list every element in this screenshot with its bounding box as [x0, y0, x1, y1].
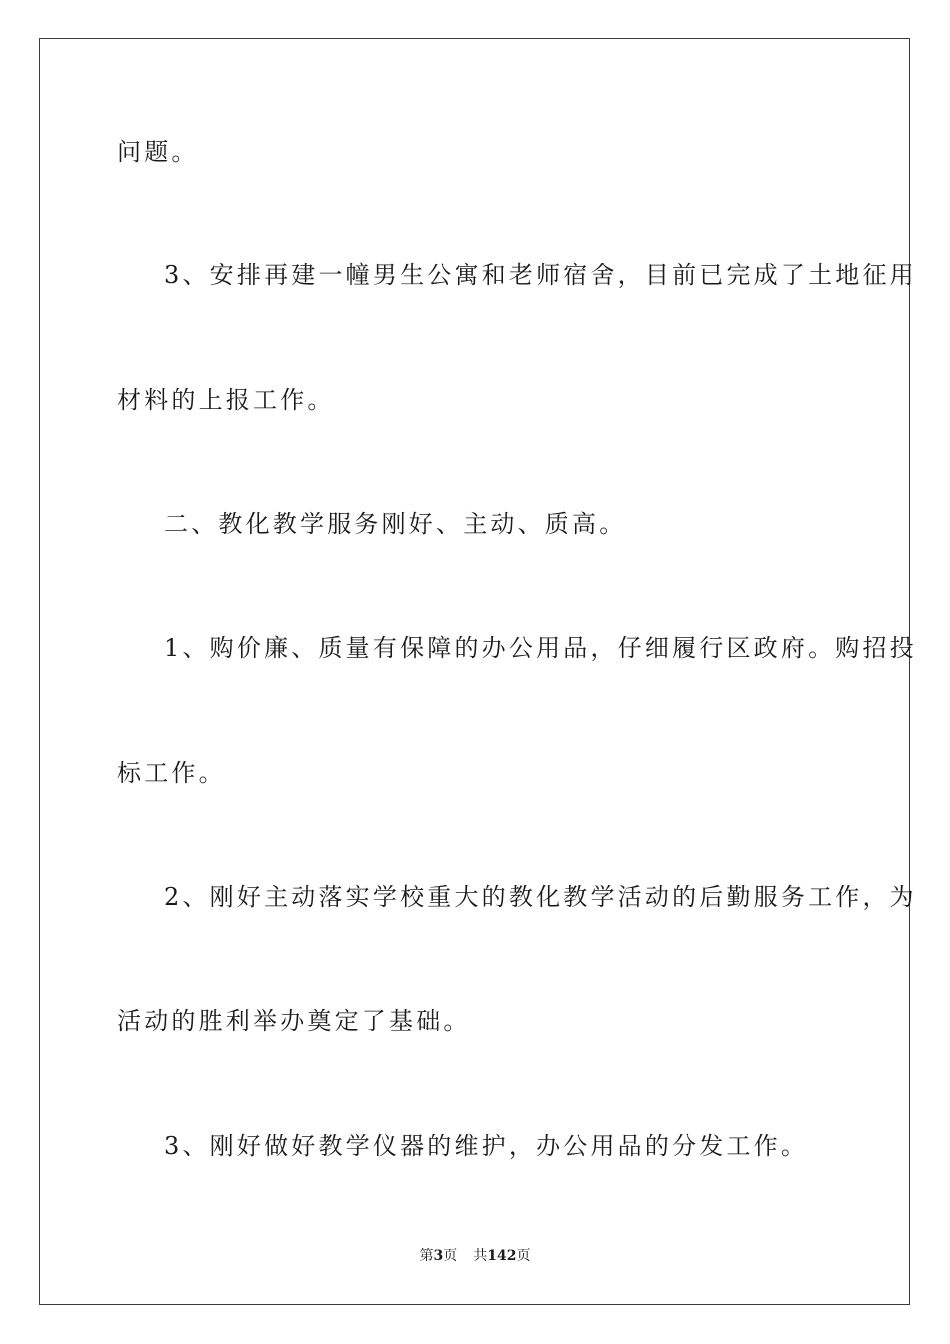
paragraph-line-1: 问题。 [117, 138, 199, 166]
page-number: 3 [433, 1248, 444, 1264]
page-prefix: 第 [419, 1248, 434, 1264]
paragraph-line-2: 3、安排再建一幢男生公寓和老师宿舍，目前已完成了土地征用 [164, 261, 917, 289]
paragraph-line-8: 活动的胜利举办奠定了基础。 [117, 1007, 471, 1035]
page-suffix: 页 [443, 1248, 458, 1264]
paragraph-line-6: 标工作。 [117, 759, 226, 787]
total-suffix: 页 [516, 1248, 531, 1264]
paragraph-line-7: 2、刚好主动落实学校重大的教化教学活动的后勤服务工作，为 [164, 883, 917, 911]
paragraph-line-9: 3、刚好做好教学仪器的维护，办公用品的分发工作。 [164, 1132, 809, 1160]
paragraph-line-5: 1、购价廉、质量有保障的办公用品，仔细履行区政府。购招投 [164, 634, 917, 662]
total-prefix: 共 [473, 1248, 488, 1264]
total-pages: 142 [487, 1248, 517, 1264]
page-footer [0, 1247, 950, 1265]
section-heading: 二、教化教学服务刚好、主动、质高。 [164, 510, 627, 538]
page-border [39, 38, 910, 1305]
paragraph-line-3: 材料的上报工作。 [117, 386, 335, 414]
